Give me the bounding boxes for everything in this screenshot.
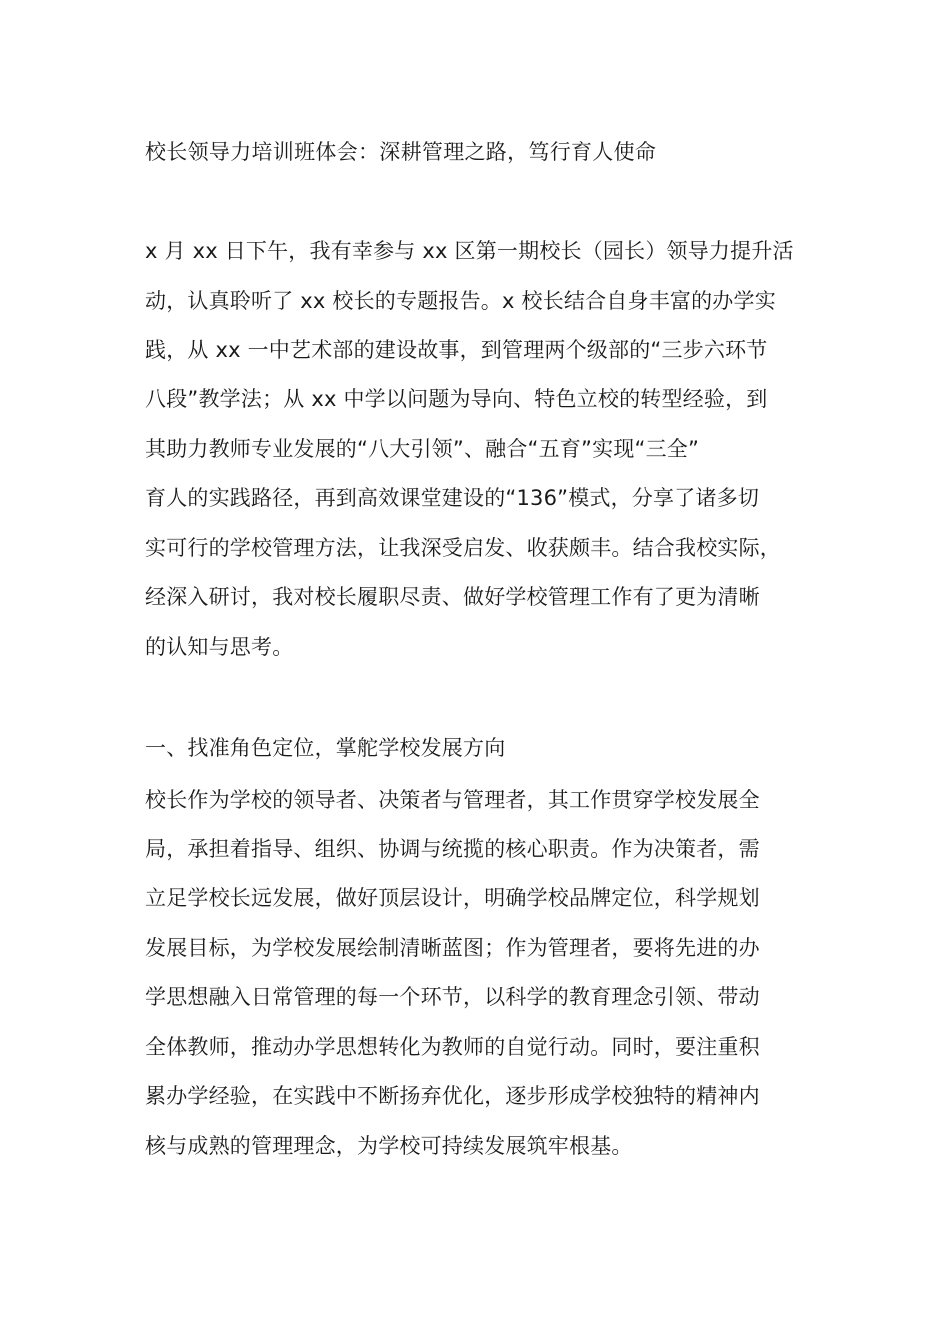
section-line: 累办学经验，在实践中不断扬弃优化，逐步形成学校独特的精神内 xyxy=(145,1084,760,1108)
section-line: 核与成熟的管理理念，为学校可持续发展筑牢根基。 xyxy=(145,1134,633,1158)
section-line: 学思想融入日常管理的每一个环节，以科学的教育理念引领、带动 xyxy=(145,985,760,1009)
intro-line: 动，认真聆听了 xx 校长的专题报告。x 校长结合自身丰富的办学实 xyxy=(145,289,776,313)
intro-line: 经深入研讨，我对校长履职尽责、做好学校管理工作有了更为清晰 xyxy=(145,585,760,609)
intro-line: 八段”教学法；从 xx 中学以问题为导向、特色立校的转型经验，到 xyxy=(145,387,768,411)
intro-line: 实可行的学校管理方法，让我深受启发、收获颇丰。结合我校实际， xyxy=(145,536,781,560)
section-line: 立足学校长远发展，做好顶层设计，明确学校品牌定位，科学规划 xyxy=(145,886,760,910)
document-title: 校长领导力培训班体会：深耕管理之路，笃行育人使命 xyxy=(145,140,657,164)
intro-line: 育人的实践路径，再到高效课堂建设的“136”模式，分享了诸多切 xyxy=(145,486,760,510)
section-heading: 一、找准角色定位，掌舵学校发展方向 xyxy=(145,736,506,760)
section-line: 全体教师，推动办学思想转化为教师的自觉行动。同时，要注重积 xyxy=(145,1035,760,1059)
section-line: 校长作为学校的领导者、决策者与管理者，其工作贯穿学校发展全 xyxy=(145,788,760,812)
section-line: 局，承担着指导、组织、协调与统揽的核心职责。作为决策者，需 xyxy=(145,837,760,861)
intro-line: 践，从 xx 一中艺术部的建设故事，到管理两个级部的“三步六环节 xyxy=(145,338,768,362)
intro-line: x 月 xx 日下午，我有幸参与 xx 区第一期校长（园长）领导力提升活 xyxy=(145,239,794,263)
section-line: 发展目标，为学校发展绘制清晰蓝图；作为管理者，要将先进的办 xyxy=(145,936,760,960)
intro-line: 其助力教师专业发展的“八大引领”、融合“五育”实现“三全” xyxy=(145,437,700,461)
intro-line: 的认知与思考。 xyxy=(145,635,294,659)
